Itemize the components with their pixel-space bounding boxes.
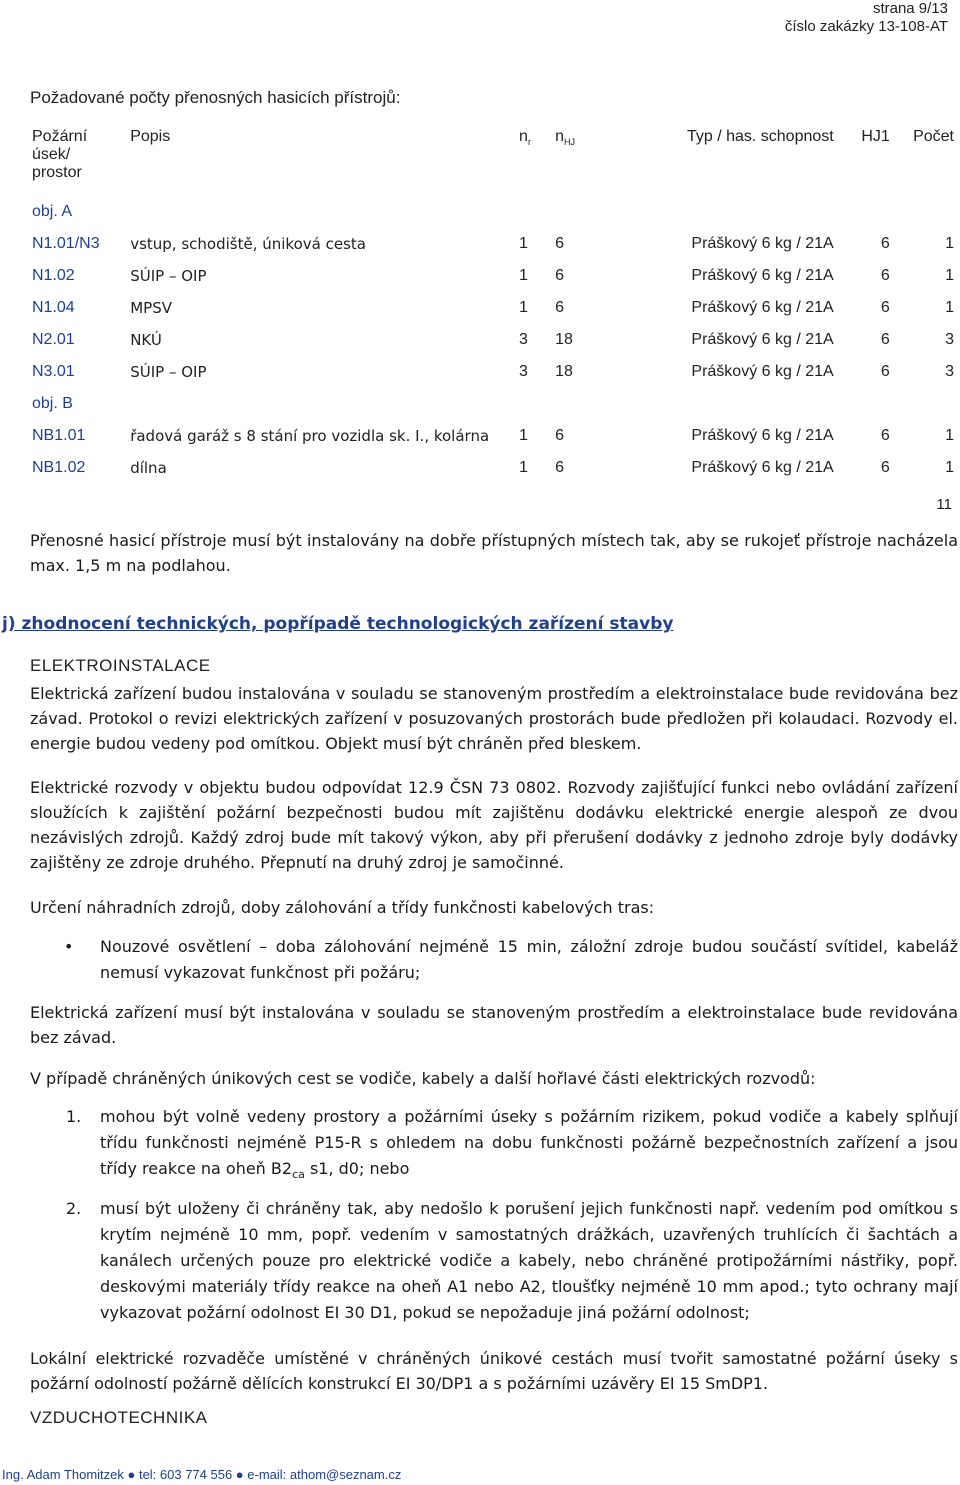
header-nhj-main: n bbox=[555, 128, 564, 145]
cell-count: 3 bbox=[945, 331, 954, 348]
cell-count: 1 bbox=[945, 299, 954, 316]
header-nr-sub: r bbox=[527, 137, 531, 148]
order-number: číslo zakázky 13-108-AT bbox=[784, 18, 948, 35]
section-heading-j: j) zhodnocení technických, popřípadě technologických zařízení stavby bbox=[2, 614, 674, 634]
table-row bbox=[28, 452, 958, 484]
paragraph-elektro-2: Elektrické rozvody v objektu budou odpovídat 12.9 ČSN 73 0802. Rozvody zajišťující funkci nebo ovládání zařízení sloužících k zajištění požární bezpečnosti budou mít zajištěnu dodávku elektrické energie alespoň ze dvou nezávislých zdrojů. Každý zdroj bude mít takový výkon, aby při přerušení dodávky z jednoho zdroje byly dodávky zajištěny ze zdroje druhého. Přepnutí na druhý zdroj je samočinné. bbox=[30, 778, 958, 872]
header-area-line: úsek/ bbox=[32, 146, 71, 163]
page-header bbox=[785, 0, 948, 36]
cell-nr: 1 bbox=[519, 235, 528, 252]
cell-code: N1.04 bbox=[32, 299, 75, 316]
cell-hj1: 6 bbox=[880, 267, 890, 284]
cell-type: Práškový 6 kg / 21A bbox=[691, 427, 834, 444]
cell-nr: 1 bbox=[519, 267, 528, 284]
cell-nhj: 6 bbox=[555, 299, 564, 316]
cell-code: NB1.02 bbox=[32, 459, 86, 476]
header-count: Počet bbox=[913, 128, 954, 145]
item-number: 1. bbox=[66, 1107, 82, 1126]
cell-nr: 1 bbox=[519, 299, 528, 316]
cell-nhj: 18 bbox=[555, 363, 573, 380]
bullet-item bbox=[30, 934, 958, 986]
item-number: 2. bbox=[66, 1199, 82, 1218]
numbered-item bbox=[30, 1196, 958, 1326]
cell-code: N1.01/N3 bbox=[32, 235, 100, 252]
cell-desc: MPSV bbox=[130, 299, 172, 317]
header-area bbox=[28, 124, 126, 196]
cell-hj1: 6 bbox=[880, 299, 890, 316]
cell-type: Práškový 6 kg / 21A bbox=[691, 235, 834, 252]
table-total: 11 bbox=[936, 496, 952, 513]
header-nhj bbox=[551, 124, 619, 196]
cell-nr: 1 bbox=[519, 427, 528, 444]
group-label: obj. B bbox=[32, 395, 73, 412]
paragraph-lokalni: Lokální elektrické rozvaděče umístěné v chráněných únikové cestách musí tvořit samostatné požární úseky s požární odolností požárně dělících konstrukcí EI 30/DP1 a s požárními uzávěry EI 15 SmDP1. bbox=[30, 1349, 958, 1393]
table-row bbox=[28, 356, 958, 388]
header-area-line: prostor bbox=[32, 164, 82, 181]
group-label: obj. A bbox=[32, 203, 73, 220]
item-tail: s1, d0; nebo bbox=[304, 1159, 410, 1178]
numbered-item bbox=[30, 1104, 958, 1188]
table-row bbox=[28, 420, 958, 452]
cell-desc: vstup, schodiště, úniková cesta bbox=[130, 235, 366, 253]
numbered-item-text: musí být uloženy či chráněny tak, aby nedošlo k porušení jejich funkčnosti např. vedením pod omítkou s krytím nejméně 10 mm, popř. vedením v samostatných drážkách, uzavřených truhlících či šachtách a kanálech určených pouze pro elektrické vodiče a kabely, nebo chráněné protipožárními nástřiky, popř. deskovými materiály třídy reakce na oheň A1 nebo A2, tloušťky nejméně 10 mm apod.; tyto ochrany mají vykazovat požární odolnost EI 30 D1, pokud se nepožaduje jiná požární odolnost; bbox=[100, 1199, 958, 1322]
cell-nhj: 6 bbox=[555, 267, 564, 284]
header-nhj-sub: HJ bbox=[564, 137, 575, 148]
cell-type: Práškový 6 kg / 21A bbox=[691, 363, 834, 380]
cell-nhj: 6 bbox=[555, 427, 564, 444]
cell-hj1: 6 bbox=[880, 427, 890, 444]
paragraph-urceni: Určení náhradních zdrojů, doby zálohování a třídy funkčnosti kabelových tras: bbox=[30, 898, 655, 917]
cell-count: 1 bbox=[945, 267, 954, 284]
cell-count: 1 bbox=[945, 235, 954, 252]
cell-hj1: 6 bbox=[880, 459, 890, 476]
cell-type: Práškový 6 kg / 21A bbox=[691, 459, 834, 476]
header-area-line: Požární bbox=[32, 128, 88, 145]
cell-hj1: 6 bbox=[880, 235, 890, 252]
header-type: Typ / has. schopnost bbox=[686, 128, 834, 145]
cell-type: Práškový 6 kg / 21A bbox=[691, 331, 834, 348]
page-number: strana 9/13 bbox=[872, 0, 948, 17]
cell-nhj: 18 bbox=[555, 331, 573, 348]
paragraph-portable-note: Přenosné hasicí přístroje musí být instalovány na dobře přístupných místech tak, aby se rukojeť přístroje nacházela max. 1,5 m na podlahou. bbox=[30, 531, 958, 575]
page-footer: Ing. Adam Thomitzek ● tel: 603 774 556 ● e-mail: athom@seznam.cz bbox=[2, 1467, 402, 1482]
cell-count: 1 bbox=[945, 427, 954, 444]
cell-code: N1.02 bbox=[32, 267, 75, 284]
bullet-text: Nouzové osvětlení – doba zálohování nejméně 15 min, záložní zdroje budou součástí svítidel, kabeláž nemusí vykazovat funkčnost při požáru; bbox=[100, 937, 958, 982]
table-row bbox=[28, 292, 958, 324]
header-nr-main: n bbox=[519, 128, 528, 145]
subheading-elektroinstalace: ELEKTROINSTALACE bbox=[30, 656, 211, 675]
bullet-marker: • bbox=[64, 937, 74, 956]
cell-code: N2.01 bbox=[32, 331, 75, 348]
cell-desc: SÚIP – OIP bbox=[130, 363, 207, 381]
group-row bbox=[28, 196, 958, 228]
paragraph-elektro-1: Elektrická zařízení budou instalována v souladu se stanoveným prostředím a elektroinstalace bude revidována bez závad. Protokol o revizi elektrických zařízení v posuzovaných prostorách bude předložen při kolaudaci. Rozvody el. energie budou vedeny pod omítkou. Objekt musí být chráněn před bleskem. bbox=[30, 684, 958, 753]
paragraph-elektro-3: Elektrická zařízení musí být instalována v souladu se stanoveným prostředím a elektroinstalace bude revidována bez závad. bbox=[30, 1003, 958, 1047]
cell-hj1: 6 bbox=[880, 331, 890, 348]
cell-hj1: 6 bbox=[880, 363, 890, 380]
item-text: mohou být volně vedeny prostory a požárními úseky s požárním rizikem, pokud vodiče a kabely splňují třídu funkčnosti nejméně P15-R s ohledem na dobu funkčnosti požárně bezpečnostních zařízení a jsou třídy reakce na oheň B2 bbox=[100, 1107, 958, 1178]
subheading-vzduchotechnika: VZDUCHOTECHNIKA bbox=[30, 1408, 208, 1427]
cell-count: 1 bbox=[945, 459, 954, 476]
cell-nr: 3 bbox=[519, 331, 528, 348]
numbered-item-text bbox=[100, 1104, 958, 1188]
item-subscript: ca bbox=[292, 1168, 305, 1182]
cell-desc: SÚIP – OIP bbox=[130, 267, 207, 285]
cell-desc: NKÚ bbox=[130, 331, 162, 349]
paragraph-chranene: V případě chráněných únikových cest se vodiče, kabely a další hořlavé části elektrických rozvodů: bbox=[30, 1069, 816, 1088]
table-body bbox=[28, 196, 958, 484]
header-hj1: HJ1 bbox=[861, 128, 890, 145]
header-nr bbox=[515, 124, 551, 196]
table-row bbox=[28, 260, 958, 292]
group-row bbox=[28, 388, 958, 420]
header-desc: Popis bbox=[130, 128, 171, 145]
cell-code: NB1.01 bbox=[32, 427, 86, 444]
extinguisher-table bbox=[28, 124, 958, 484]
table-row bbox=[28, 228, 958, 260]
cell-nhj: 6 bbox=[555, 235, 564, 252]
cell-desc: dílna bbox=[130, 459, 167, 477]
cell-type: Práškový 6 kg / 21A bbox=[691, 299, 834, 316]
cell-desc: řadová garáž s 8 stání pro vozidla sk. I., kolárna bbox=[130, 427, 490, 445]
table-header-row bbox=[28, 124, 958, 196]
cell-count: 3 bbox=[945, 363, 954, 380]
cell-code: N3.01 bbox=[32, 363, 75, 380]
cell-type: Práškový 6 kg / 21A bbox=[691, 267, 834, 284]
cell-nr: 1 bbox=[519, 459, 528, 476]
cell-nhj: 6 bbox=[555, 459, 564, 476]
cell-nr: 3 bbox=[519, 363, 528, 380]
table-intro: Požadované počty přenosných hasicích přístrojů: bbox=[30, 88, 401, 107]
table-row bbox=[28, 324, 958, 356]
